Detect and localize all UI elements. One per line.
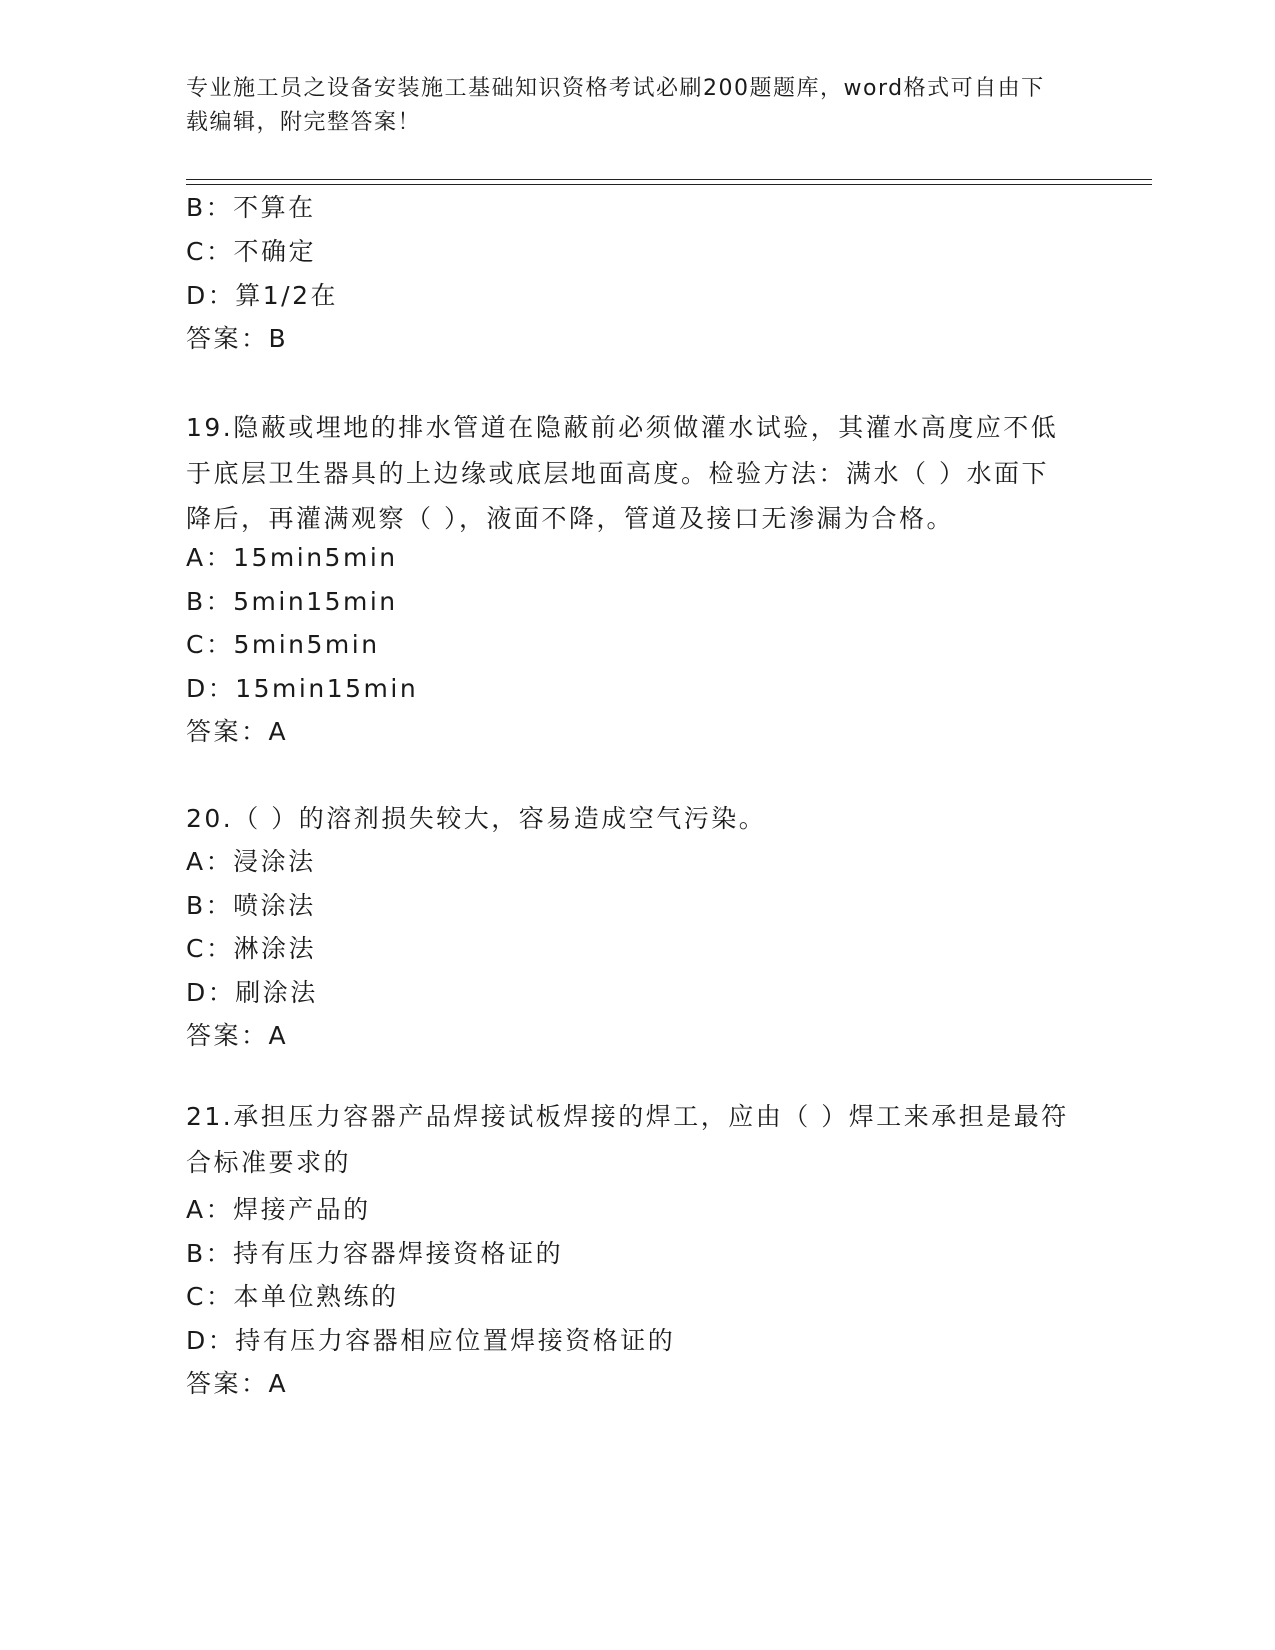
q21-answer: 答案：A xyxy=(186,1369,289,1398)
q20-option-d: D：刷涂法 xyxy=(186,978,318,1007)
q20-answer: 答案：A xyxy=(186,1021,289,1050)
q18-option-c: C：不确定 xyxy=(186,237,316,266)
q20-option-c: C：淋涂法 xyxy=(186,934,316,963)
q20-option-b: B：喷涂法 xyxy=(186,891,316,920)
q21-option-c: C：本单位熟练的 xyxy=(186,1282,399,1311)
q19-option-d: D：15min15min xyxy=(186,674,419,703)
header-divider-top xyxy=(186,179,1152,180)
q20-option-a: A：浸涂法 xyxy=(186,847,316,876)
q21-option-a: A：焊接产品的 xyxy=(186,1195,371,1224)
q19-stem: 19.隐蔽或埋地的排水管道在隐蔽前必须做灌水试验，其灌水高度应不低于底层卫生器具的上边缘或底层地面高度。检验方法：满水（ ）水面下降后，再灌满观察（ ），液面不降，管道及接口无渗漏为合格。 xyxy=(186,413,1059,533)
q19-option-c: C：5min5min xyxy=(186,630,380,659)
q19-option-a: A：15min5min xyxy=(186,543,398,572)
q20-stem: 20.（ ）的溶剂损失较大，容易造成空气污染。 xyxy=(186,804,767,833)
q18-option-b: B：不算在 xyxy=(186,193,316,222)
q21-stem: 21.承担压力容器产品焊接试板焊接的焊工，应由（ ）焊工来承担是最符合标准要求的 xyxy=(186,1102,1069,1177)
q18-answer: 答案：B xyxy=(186,324,289,353)
q21-option-b: B：持有压力容器焊接资格证的 xyxy=(186,1239,564,1268)
header-divider-bottom xyxy=(186,184,1152,185)
q19-option-b: B：5min15min xyxy=(186,587,398,616)
q21-option-d: D：持有压力容器相应位置焊接资格证的 xyxy=(186,1326,676,1355)
q18-option-d: D：算1/2在 xyxy=(186,281,338,310)
q19-answer: 答案：A xyxy=(186,717,289,746)
document-header: 专业施工员之设备安装施工基础知识资格考试必刷200题题库，word格式可自由下载编辑，附完整答案！ xyxy=(186,76,1045,135)
